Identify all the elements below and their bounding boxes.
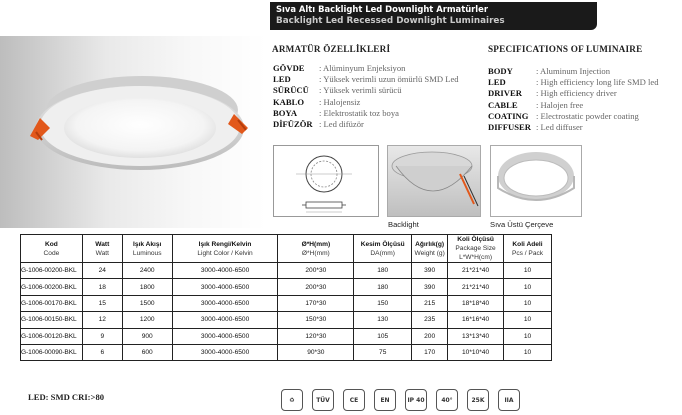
header-weight bbox=[412, 235, 448, 263]
header-label-en: Light Color / Kelvin bbox=[197, 249, 253, 257]
table-cell: 130 bbox=[354, 312, 412, 328]
spec-tr-row bbox=[273, 63, 459, 74]
specs-en-list bbox=[488, 66, 659, 133]
surface-frame-caption: Sıva Üstü Çerçeve bbox=[490, 220, 554, 229]
table-cell: G-1006-00150-BKL bbox=[21, 312, 83, 328]
header-label-tr: Kesim Ölçüsü bbox=[360, 240, 405, 248]
table-cell: 21*21*40 bbox=[448, 263, 504, 279]
surface-frame-thumb bbox=[490, 145, 582, 217]
en-icon: EN bbox=[374, 389, 396, 411]
table-cell: 150 bbox=[354, 295, 412, 311]
table-row bbox=[21, 344, 552, 360]
table-header-row bbox=[21, 235, 552, 263]
table-row bbox=[21, 263, 552, 279]
header-label-tr: Koli Ölçüsü bbox=[457, 236, 494, 243]
dimension-drawing-icon bbox=[274, 146, 378, 216]
table-cell: 180 bbox=[354, 279, 412, 295]
spec-en-row bbox=[488, 111, 659, 122]
table-cell: 18 bbox=[82, 279, 122, 295]
table-cell: 3000-4000-6500 bbox=[172, 328, 278, 344]
specs-tr-heading: ARMATÜR ÖZELLİKLERİ bbox=[272, 44, 391, 54]
table-cell: 600 bbox=[122, 344, 172, 360]
table-row bbox=[21, 328, 552, 344]
table-cell: 150*30 bbox=[278, 312, 354, 328]
table-cell: 2400 bbox=[122, 263, 172, 279]
banner-title-en: Backlight Led Recessed Downlight Luminaires bbox=[276, 16, 505, 26]
table-cell: 75 bbox=[354, 344, 412, 360]
header-label-en: Watt bbox=[95, 249, 109, 257]
spec-tr-label: LED bbox=[273, 74, 291, 85]
table-row bbox=[21, 295, 552, 311]
table-cell: 24 bbox=[82, 263, 122, 279]
table-cell: 215 bbox=[412, 295, 448, 311]
spec-tr-label: GÖVDE bbox=[273, 63, 305, 73]
spec-en-row bbox=[488, 122, 659, 133]
spec-en-value: : Electrostatic powder coating bbox=[536, 110, 639, 121]
surface-frame-icon bbox=[491, 146, 581, 216]
table-cell: 10 bbox=[504, 344, 552, 360]
tuv-icon: TÜV bbox=[312, 389, 334, 411]
table-cell: G-1006-00200-BKL bbox=[21, 263, 83, 279]
spec-en-row bbox=[488, 88, 659, 99]
header-watt bbox=[82, 235, 122, 263]
table-cell: 9 bbox=[82, 328, 122, 344]
spec-tr-row bbox=[273, 119, 459, 130]
header-package-size bbox=[448, 235, 504, 263]
table-cell: 170 bbox=[412, 344, 448, 360]
table-cell: 390 bbox=[412, 263, 448, 279]
header-label-tr: Kod bbox=[45, 240, 58, 248]
technical-drawing-thumb bbox=[273, 145, 379, 217]
table-cell: 235 bbox=[412, 312, 448, 328]
table-cell: 1500 bbox=[122, 295, 172, 311]
spec-tr-value: : Alüminyum Enjeksiyon bbox=[319, 63, 406, 73]
table-cell: 120*30 bbox=[278, 328, 354, 344]
header-label-tr: Watt bbox=[95, 240, 110, 248]
spec-en-value: : Aluminum Injection bbox=[536, 66, 610, 76]
header-label-tr: Işık Rengi/Kelvin bbox=[198, 240, 252, 248]
table-cell: 10*10*40 bbox=[448, 344, 504, 360]
header-label-en2: L*W*H(cm) bbox=[459, 254, 493, 261]
table-cell: 200*30 bbox=[278, 279, 354, 295]
backlight-photo-icon bbox=[388, 146, 480, 216]
header-label-en: Package Size bbox=[455, 245, 496, 252]
header-diameter-height bbox=[278, 235, 354, 263]
table-cell: 16*16*40 bbox=[448, 312, 504, 328]
table-cell: 10 bbox=[504, 263, 552, 279]
header-light-color bbox=[172, 235, 278, 263]
certification-row bbox=[281, 389, 520, 413]
temperature-icon: 40° bbox=[436, 389, 458, 411]
table-body bbox=[21, 263, 552, 361]
spec-en-value: : High efficiency driver bbox=[536, 88, 617, 99]
downlight-illustration bbox=[0, 36, 266, 228]
table-cell: 180 bbox=[354, 263, 412, 279]
table-cell: 3000-4000-6500 bbox=[172, 312, 278, 328]
banner-title-tr: Sıva Altı Backlight Led Downlight Armatürler bbox=[276, 4, 488, 14]
spec-en-row bbox=[488, 77, 659, 88]
table-cell: 1200 bbox=[122, 312, 172, 328]
table-cell: 3000-4000-6500 bbox=[172, 279, 278, 295]
led-cri-info: LED: SMD CRI:>80 bbox=[28, 392, 105, 402]
lifetime-icon: 25K bbox=[467, 389, 489, 411]
header-label-en: Pcs / Pack bbox=[511, 249, 544, 257]
header-cutout bbox=[354, 235, 412, 263]
spec-en-label: COATING bbox=[488, 110, 529, 121]
spec-tr-row bbox=[273, 74, 459, 85]
table-cell: 6 bbox=[82, 344, 122, 360]
spec-en-value: : Halojen free bbox=[536, 99, 584, 110]
spec-tr-row bbox=[273, 108, 459, 119]
table-cell: G-1006-00170-BKL bbox=[21, 295, 83, 311]
header-label-tr: Ø*H(mm) bbox=[301, 240, 331, 248]
table-cell: 18*18*40 bbox=[448, 295, 504, 311]
table-cell: 90*30 bbox=[278, 344, 354, 360]
recycle-icon: ♻ bbox=[281, 389, 303, 411]
header-label-en: Ø*H(mm) bbox=[301, 249, 330, 257]
spec-tr-value: : Halojensiz bbox=[319, 96, 361, 107]
table-cell: 390 bbox=[412, 279, 448, 295]
table-cell: 3000-4000-6500 bbox=[172, 344, 278, 360]
header-label-tr: Koli Adeli bbox=[512, 240, 543, 248]
spec-tr-label: DİFÜZÖR bbox=[273, 119, 313, 130]
table-cell: 1800 bbox=[122, 279, 172, 295]
spec-tr-row bbox=[273, 85, 459, 96]
spec-en-row bbox=[488, 66, 659, 77]
table-cell: G-1006-00090-BKL bbox=[21, 344, 83, 360]
spec-en-label: DRIVER bbox=[488, 88, 522, 99]
header-label-tr: Ağırlık(g) bbox=[415, 240, 445, 248]
backlight-caption: Backlight bbox=[388, 220, 419, 229]
ce-icon: CE bbox=[343, 389, 365, 411]
specs-en-heading: SPECIFICATIONS OF LUMINAIRE bbox=[488, 44, 643, 54]
table-cell: 900 bbox=[122, 328, 172, 344]
spec-en-value: : Led diffuser bbox=[536, 122, 583, 133]
spec-tr-value: : Elektrostatik toz boya bbox=[319, 107, 399, 118]
table-row bbox=[21, 312, 552, 328]
table-cell: 200 bbox=[412, 328, 448, 344]
class-icon: IIA bbox=[498, 389, 520, 411]
spec-tr-label: KABLO bbox=[273, 96, 305, 107]
product-image bbox=[0, 36, 266, 228]
table-cell: 21*21*40 bbox=[448, 279, 504, 295]
table-cell: 12 bbox=[82, 312, 122, 328]
table-cell: 105 bbox=[354, 328, 412, 344]
product-table bbox=[20, 234, 552, 361]
spec-tr-value: : Led difüzör bbox=[319, 119, 364, 130]
spec-tr-value: : Yüksek verimli uzun ömürlü SMD Led bbox=[319, 74, 459, 85]
table-cell: 15 bbox=[82, 295, 122, 311]
table-cell: 10 bbox=[504, 328, 552, 344]
table-row bbox=[21, 279, 552, 295]
spec-en-label: LED bbox=[488, 77, 506, 88]
spec-tr-label: BOYA bbox=[273, 107, 298, 118]
specs-tr-list bbox=[273, 63, 459, 130]
spec-tr-label: SÜRÜCÜ bbox=[273, 85, 309, 96]
spec-tr-value: : Yüksek verimli sürücü bbox=[319, 85, 402, 96]
ip40-icon: IP 40 bbox=[405, 389, 427, 411]
spec-en-label: BODY bbox=[488, 66, 513, 76]
spec-en-row bbox=[488, 100, 659, 111]
header-luminous bbox=[122, 235, 172, 263]
spec-tr-row bbox=[273, 97, 459, 108]
spec-en-label: CABLE bbox=[488, 99, 518, 110]
header-label-en: Code bbox=[43, 249, 60, 257]
header-label-en: Weight (g) bbox=[414, 249, 445, 257]
header-code bbox=[21, 235, 83, 263]
spec-en-value: : High efficiency long life SMD led bbox=[536, 77, 659, 88]
header-label-en: DA(mm) bbox=[370, 249, 395, 257]
table-cell: 10 bbox=[504, 279, 552, 295]
header-banner bbox=[270, 2, 597, 30]
backlight-thumb bbox=[387, 145, 481, 217]
table-cell: 13*13*40 bbox=[448, 328, 504, 344]
table-cell: 200*30 bbox=[278, 263, 354, 279]
table-cell: G-1006-00200-BKL bbox=[21, 279, 83, 295]
table-cell: 3000-4000-6500 bbox=[172, 295, 278, 311]
table-cell: 10 bbox=[504, 312, 552, 328]
table-cell: G-1006-00120-BKL bbox=[21, 328, 83, 344]
header-label-en: Luminous bbox=[132, 249, 162, 257]
table-cell: 170*30 bbox=[278, 295, 354, 311]
header-label-tr: Işık Akışı bbox=[133, 240, 162, 248]
table-cell: 10 bbox=[504, 295, 552, 311]
table-cell: 3000-4000-6500 bbox=[172, 263, 278, 279]
spec-en-label: DIFFUSER bbox=[488, 122, 531, 133]
header-pcs-pack bbox=[504, 235, 552, 263]
